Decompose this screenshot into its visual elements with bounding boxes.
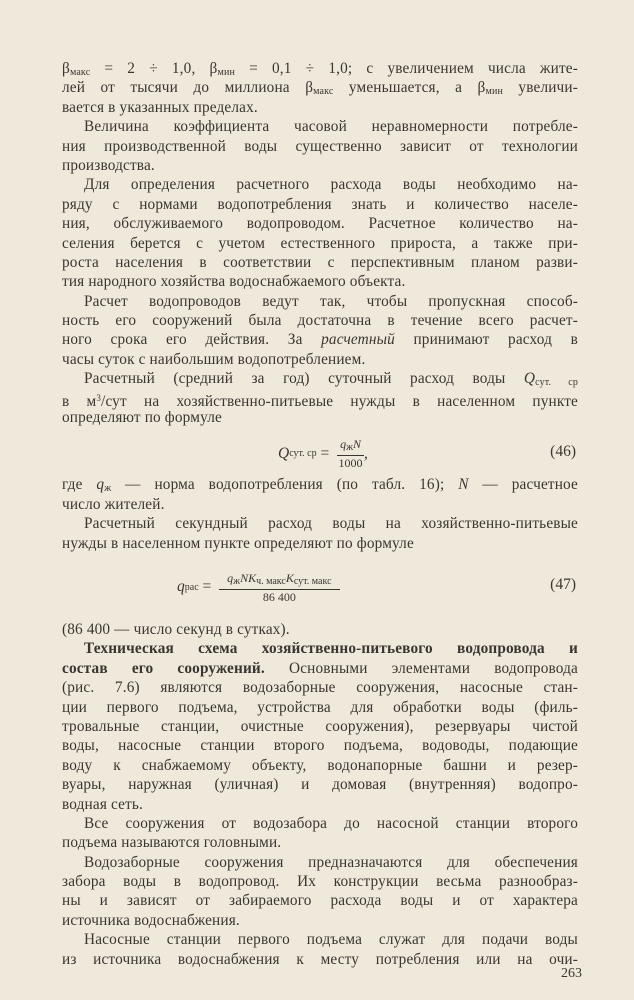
formula-subscript: ч. макс [256,575,286,587]
formula-symbol: N [353,437,362,452]
formula-subscript: ж [346,442,353,454]
text-line [62,717,578,736]
formula-equals: = [316,444,334,462]
text-run: забора воды в водопровод. Их конструкции весьма разнообраз- [62,873,578,891]
text-line [62,59,578,78]
text-line [62,853,578,872]
text-run: — расчетное [468,476,578,494]
text-line [62,78,578,97]
text-run: — норма водопотребления (по табл. 16); [111,476,459,494]
formula-equals: = [198,578,216,596]
text-line [62,756,578,775]
text-line [62,389,578,408]
text-run: Насосные станции первого подъема служат для подачи воды [84,931,578,949]
text-line [62,495,578,514]
text-run: ряду с нормами водопотребления знать и количество населе- [62,195,578,213]
text-line [62,814,578,833]
text-line [62,639,578,658]
formula-subscript: рас [184,581,199,593]
formula-symbol: q [227,570,234,585]
subscript-text: макс [313,86,334,98]
text-block-bottom [62,620,578,969]
text-line [62,891,578,910]
text-run: определяют по формуле [62,409,222,427]
text-line [62,408,578,427]
text-line [62,98,578,117]
text-run: подъема называются головными. [62,834,282,852]
text-run: Основными элементами водопровода [264,659,578,677]
formula-47-expression [177,571,340,604]
text-line [62,930,578,949]
text-run: вуары, наружная (уличная) и домовая (внутренняя) водопро- [62,776,578,794]
text-run: производства. [62,156,155,174]
text-line [62,214,578,233]
superscript-text: 3 [96,392,102,403]
fraction-numerator [337,437,364,456]
text-line [62,311,578,330]
text-run: водная сеть. [62,795,143,813]
text-run: = 2 ÷ 1,0, β [90,60,218,77]
text-run: лей от тысячи до миллиона β [62,79,314,97]
text-run: q [96,476,105,494]
text-line [62,234,578,253]
fraction [337,437,364,470]
subscript-text: макс [69,67,91,78]
text-line [62,514,578,533]
text-run: = 0,1 ÷ 1,0; с увеличением числа жите- [234,60,578,77]
formula-46 [62,427,578,475]
text-run: часы суток с наибольшим водопотреблением. [62,350,366,368]
text-line [62,175,578,194]
text-line [62,678,578,697]
text-line [62,195,578,214]
text-line [62,350,578,369]
equation-number: (47) [550,575,576,593]
text-run: ния производственной воды существенно зависит от технологии [62,137,578,155]
formula-subscript: сут. ср [289,448,317,460]
text-line [62,872,578,891]
text-run: N [458,476,469,494]
text-run: ность его сооружений была достаточна в течение всего расчет- [62,312,578,330]
formula-subscript: сут. макс [293,575,332,587]
formula-47 [62,553,578,620]
fraction-denominator: 86 400 [262,589,296,604]
text-line [62,795,578,814]
text-run: воду к снабжаемому объекту, водонапорные башни и резер- [62,756,578,774]
text-line [62,253,578,272]
text-line [62,156,578,175]
text-line [62,833,578,852]
text-run: Все сооружения от водозабора до насосной станции второго [84,814,578,832]
subscript-text: мин [485,86,503,98]
bold-heading-text: состав его сооружений. [62,659,265,677]
subscript-text: сут. ср [535,377,578,389]
text-run: ции первого подъема, устройства для обработки воды (филь- [62,698,578,716]
text-run: Расчетный (средний за год) суточный расход воды [84,370,524,388]
text-line [62,911,578,930]
text-line [62,137,578,156]
text-run: тия народного хозяйства водоснабжаемого объекта. [62,273,406,291]
fraction [219,571,339,604]
text-run: Расчет водопроводов ведут так, чтобы пропускная способ- [84,292,578,310]
text-run: Водозаборные сооружения предназначаются для обеспечения [84,853,578,871]
text-run: увеличи- [502,79,578,97]
text-run: (рис. 7.6) являются водозаборные сооружения, насосные стан- [62,679,578,697]
text-line [62,736,578,755]
text-run: где [62,476,97,494]
text-block-top [62,59,578,427]
text-run: из источника водоснабжения к месту потребления или на очи- [62,950,578,968]
text-run: воды, насосные станции второго подъема, водоводы, подающие [62,737,578,755]
equation-number: (46) [550,443,576,461]
text-line [62,117,578,136]
text-run: роста населения в соответствии с перспективным планом разви- [62,253,578,271]
text-run: тровальные станции, очистные сооружения), резервуары чистой [62,717,578,735]
subscript-text: мин [217,67,235,78]
text-line [62,330,578,349]
text-run: ного срока его действия. За [62,331,322,349]
bold-heading-text: Техническая схема хозяйственно-питьевого водопровода и [84,640,578,658]
text-line [62,475,578,494]
text-line [62,698,578,717]
text-run: Q [523,370,536,388]
text-run: вается в указанных пределах. [62,98,258,116]
fraction-numerator [219,571,339,590]
text-line [62,369,578,388]
formula-46-expression [278,437,368,470]
text-run: расчетный [321,331,395,349]
text-run: источника водоснабжения. [62,911,240,929]
formula-symbol: Q [278,444,290,462]
text-run: Расчетный секундный расход воды на хозяйственно-питьевые [84,515,578,533]
text-run: ны и зависят от забираемого расхода воды и от характера [62,892,578,910]
text-run: селения берется с учетом естественного прироста, а также при- [62,234,578,252]
text-run: в м [62,392,97,410]
text-run: Величина коэффициента часовой неравномерности потребле- [84,118,578,136]
formula-symbol: K [285,570,294,585]
text-line [62,272,578,291]
text-line [62,292,578,311]
formula-symbol: q [177,578,185,596]
text-run: принимают расход в [394,331,578,349]
page-number: 263 [561,966,582,981]
formula-subscript: ж [233,575,241,587]
fraction-denominator: 1000 [338,456,363,471]
text-run: (86 400 — число секунд в сутках). [62,620,290,638]
text-line [62,775,578,794]
text-line [62,659,578,678]
text-run: уменьшается, а β [333,79,486,97]
formula-symbol: q [340,437,347,452]
text-run: /сут на хозяйственно-питьевые нужды в населенном пункте [101,392,578,410]
formula-symbol: NK [240,570,257,585]
text-run: число жителей. [62,495,165,513]
subscript-text: ж [104,483,112,495]
text-run: β [62,60,70,77]
book-page-text [62,59,578,969]
formula-comma: , [364,444,368,462]
text-run: Для определения расчетного расхода воды необходимо на- [84,176,578,194]
text-run: ния, обслуживаемого водопроводом. Расчетное количество на- [62,215,578,233]
text-line [62,950,578,969]
text-block-middle [62,475,578,553]
text-run: нужды в населенном пункте определяют по формуле [62,534,414,552]
text-line [62,534,578,553]
text-line [62,620,578,639]
